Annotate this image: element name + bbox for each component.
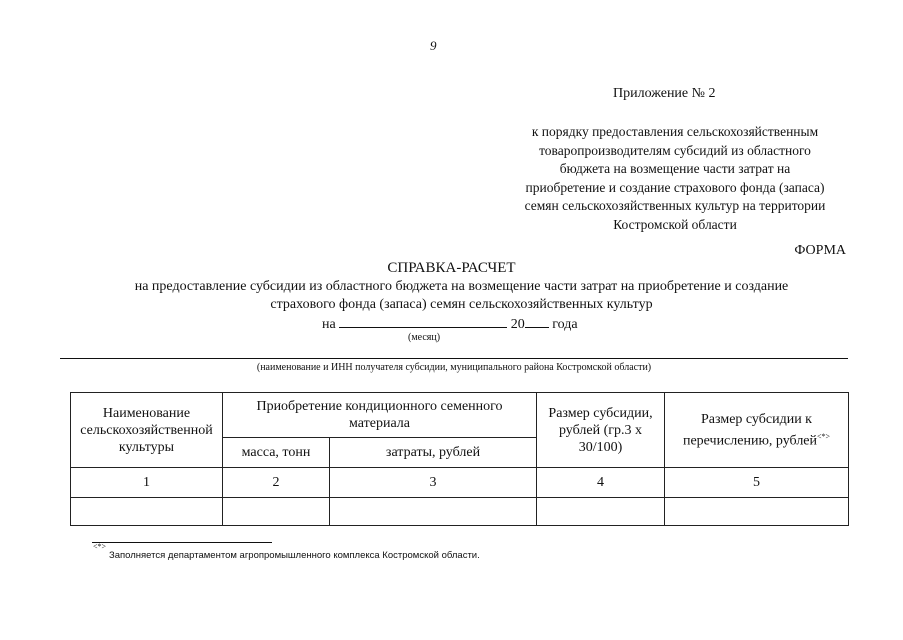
header-crop-name: Наименование сельскохозяйственной культуры [71,393,223,468]
empty-cell[interactable] [223,498,330,526]
empty-cell[interactable] [537,498,665,526]
form-label: ФОРМА [794,243,846,258]
calculation-table [70,392,849,526]
appendix-line: Костромской области [613,216,737,232]
appendix-line: товаропроизводителям субсидий из областного [539,142,811,158]
year-blank-field[interactable] [525,313,549,328]
header-costs: затраты, рублей [330,438,537,468]
footnote-divider [92,542,272,543]
header-subsidy-amount: Размер субсидии, рублей (гр.3 х 30/100) [537,393,665,468]
document-subtitle [70,278,853,314]
column-number: 4 [537,468,665,498]
recipient-hint: (наименование и ИНН получателя субсидии, муниципального района Костромской области) [256,362,652,373]
header-seed-purchase: Приобретение кондиционного семенного материала [223,393,537,438]
appendix-line: к порядку предоставления сельскохозяйственным [531,124,819,139]
appendix-line: приобретение и создание страхового фонда (запаса) [525,179,825,195]
column-number: 2 [223,468,330,498]
footnote-mark: <*> [93,542,107,551]
table-row [71,498,849,526]
empty-cell[interactable] [71,498,223,526]
appendix-description [500,123,850,234]
document-title: СПРАВКА-РАСЧЕТ [387,260,516,276]
recipient-blank-field[interactable] [60,358,848,359]
appendix-line: бюджета на возмещение части затрат на [559,161,791,176]
footnote-reference: <*> [817,431,831,441]
date-line [322,313,578,333]
month-blank-field[interactable] [339,313,507,328]
column-number: 5 [665,468,849,498]
appendix-line: семян сельскохозяйственных культур на территории [524,198,826,213]
year-prefix: 20 [510,317,525,332]
column-number: 3 [330,468,537,498]
header-subsidy-transfer [665,393,849,468]
page-number: 9 [430,38,437,53]
date-suffix: года [552,317,578,332]
table-header-row [71,393,849,438]
empty-cell[interactable] [665,498,849,526]
appendix-title: Приложение № 2 [613,86,716,101]
header-subsidy-transfer-label: Размер субсидии к перечислению, рублей [682,411,818,449]
column-number: 1 [71,468,223,498]
month-hint: (месяц) [408,332,441,343]
header-mass: масса, тонн [223,438,330,468]
table-number-row [71,468,849,498]
subtitle-line: страхового фонда (запаса) семян сельскохозяйственных культур [270,297,653,312]
empty-cell[interactable] [330,498,537,526]
date-prefix: на [322,317,336,332]
footnote-text: Заполняется департаментом агропромышленного комплекса Костромской области. [109,550,480,561]
subtitle-line: на предоставление субсидии из областного бюджета на возмещение части затрат на приобретение и создание [134,279,789,294]
